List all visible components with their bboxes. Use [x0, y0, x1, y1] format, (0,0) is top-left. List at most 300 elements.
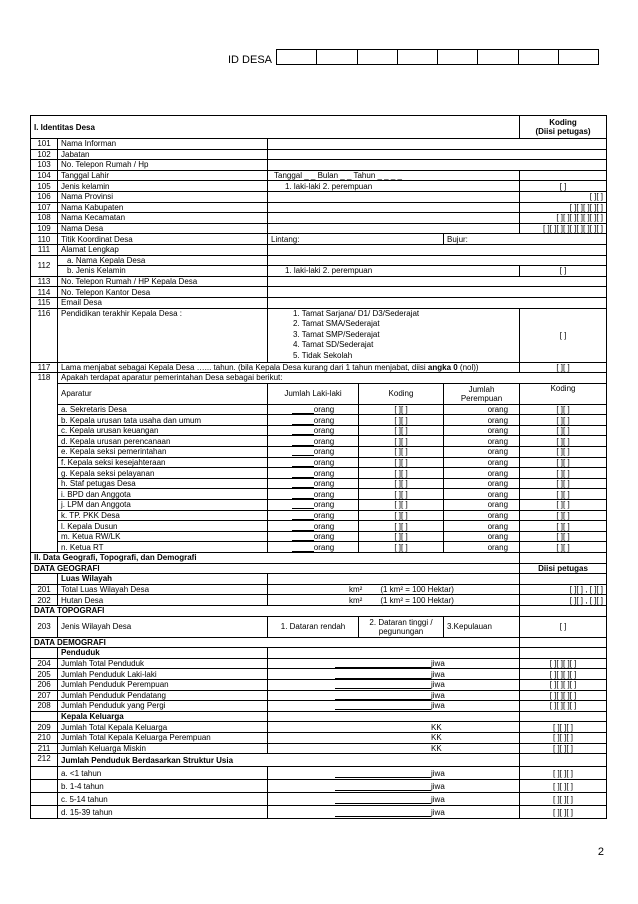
jumlah-perempuan-field[interactable] — [444, 478, 520, 489]
row-value-text: Tanggal _ _ Bulan _ _ Tahun _ _ _ _ — [274, 171, 402, 181]
blank-line — [335, 782, 431, 791]
blank-line — [335, 769, 431, 778]
row-label: No. Telepon Rumah / Hp — [58, 160, 268, 171]
row-label: Jumlah Penduduk yang Pergi — [58, 701, 268, 712]
code-boxes[interactable]: [ ] — [520, 181, 607, 192]
code-boxes[interactable]: [ ][ ] — [520, 457, 607, 468]
empty-cell — [31, 574, 58, 585]
orang-label: orang — [313, 404, 335, 414]
aparatur-label: f. Kepala seksi kesejahteraan — [58, 457, 268, 468]
jumlah-perempuan-field[interactable] — [444, 468, 520, 479]
row-number: 106 — [31, 191, 58, 202]
code-boxes[interactable]: [ ][ ] — [359, 468, 444, 479]
row-label: Jenis Wilayah Desa — [58, 616, 268, 637]
row-label: Hutan Desa — [58, 595, 268, 606]
jumlah-perempuan-field[interactable] — [444, 415, 520, 426]
col-koding-2: Koding — [520, 383, 607, 404]
jumlah-perempuan-field[interactable] — [444, 510, 520, 521]
code-boxes[interactable]: [ ][ ][ ][ ] — [520, 690, 607, 701]
orang-label: orang — [313, 426, 335, 436]
code-boxes[interactable]: [ ] — [520, 616, 607, 637]
row-number: 109 — [31, 223, 58, 234]
geografi-header: DATA GEOGRAFI — [31, 563, 520, 574]
count-field[interactable] — [268, 679, 520, 690]
usia-label: d. 15-39 tahun — [58, 806, 268, 819]
luas-field[interactable] — [268, 584, 520, 595]
jumlah-perempuan-field[interactable] — [444, 489, 520, 500]
code-boxes[interactable]: [ ][ ][ ][ ] — [520, 669, 607, 680]
usia-label: a. <1 tahun — [58, 767, 268, 780]
lintang-field[interactable]: Lintang: — [268, 234, 444, 245]
blank-line — [292, 447, 314, 456]
row-value-field[interactable] — [268, 160, 607, 171]
empty-cell — [31, 806, 58, 819]
count-field[interactable] — [268, 701, 520, 712]
empty-cell — [520, 574, 607, 585]
count-field[interactable] — [268, 732, 520, 743]
aparatur-label: i. BPD dan Anggota — [58, 489, 268, 500]
row-number: 203 — [31, 616, 58, 637]
count-field[interactable] — [268, 722, 520, 733]
code-boxes[interactable]: [ ][ ] , [ ][ ] — [520, 584, 607, 595]
row-number: 117 — [31, 362, 58, 373]
blank-line — [292, 426, 314, 435]
row-number: 208 — [31, 701, 58, 712]
row-label: Jumlah Penduduk Pendatang — [58, 690, 268, 701]
code-boxes[interactable]: [ ][ ][ ][ ][ ] — [520, 202, 607, 213]
r117-text: Lama menjabat sebagai Kepala Desa …... tahun. (bila Kepala Desa kurang dari 1 tahun menjabat, diisi — [61, 362, 428, 372]
jumlah-laki-field[interactable] — [268, 510, 359, 521]
aparatur-label: c. Kepala urusan keuangan — [58, 425, 268, 436]
row-label-text: b. Jenis Kelamin — [67, 266, 126, 276]
row-number: 108 — [31, 213, 58, 224]
option-dataran-tinggi[interactable] — [359, 616, 444, 637]
unit-label: jiwa — [431, 690, 445, 700]
jumlah-perempuan-field[interactable] — [444, 447, 520, 458]
row-label: Jumlah Penduduk Berdasarkan Struktur Usia — [58, 754, 520, 767]
row-label: Apakah terdapat aparatur pemerintahan Desa sebagai berikut: — [58, 373, 607, 384]
count-field[interactable] — [268, 743, 520, 754]
count-field[interactable] — [268, 793, 520, 806]
empty-cell — [31, 711, 58, 722]
row-number: 210 — [31, 732, 58, 743]
aparatur-label: k. TP. PKK Desa — [58, 510, 268, 521]
row-label: Nama Provinsi — [58, 191, 268, 202]
blank-line — [335, 795, 431, 804]
koding-header — [520, 116, 607, 139]
row-number: 201 — [31, 584, 58, 595]
row-label: Jumlah Total Kepala Keluarga Perempuan — [58, 732, 268, 743]
row-label — [58, 266, 268, 277]
unit-label: jiwa — [431, 669, 445, 679]
orang-label: orang — [313, 415, 335, 425]
code-boxes[interactable]: [ ][ ] — [359, 415, 444, 426]
diisi-petugas-label: (Diisi petugas) — [535, 127, 591, 136]
code-boxes[interactable] — [520, 170, 607, 181]
empty-cell — [520, 605, 607, 616]
jumlah-laki-field[interactable] — [268, 436, 359, 447]
code-boxes[interactable]: [ ][ ] — [359, 500, 444, 511]
count-field[interactable] — [268, 669, 520, 680]
orang-label: orang — [313, 532, 335, 542]
page-number: 2 — [597, 846, 604, 858]
code-boxes[interactable]: [ ][ ] , [ ][ ] — [520, 595, 607, 606]
jumlah-laki-field[interactable] — [268, 500, 359, 511]
blank-line — [292, 458, 314, 467]
count-field[interactable] — [268, 806, 520, 819]
empty-cell — [520, 711, 607, 722]
topografi-header: DATA TOPOGRAFI — [31, 605, 520, 616]
orang-label: orang — [313, 457, 335, 467]
blank-line — [335, 808, 431, 817]
count-field[interactable] — [268, 780, 520, 793]
orang-label: orang — [313, 436, 335, 446]
code-boxes[interactable]: [ ][ ][ ] — [520, 767, 607, 780]
jumlah-laki-field[interactable] — [268, 531, 359, 542]
jumlah-perempuan-field[interactable] — [444, 531, 520, 542]
education-options[interactable] — [268, 308, 520, 362]
row-number: 211 — [31, 743, 58, 754]
orang-label: orang — [487, 542, 509, 552]
row-value-field[interactable] — [268, 255, 607, 266]
empty-cell — [268, 574, 520, 585]
blank-line — [292, 511, 314, 520]
jumlah-perempuan-field[interactable] — [444, 425, 520, 436]
empty-cell — [520, 648, 607, 659]
jumlah-laki-field[interactable] — [268, 478, 359, 489]
row-value-field[interactable] — [268, 297, 607, 308]
row-label: Nama Informan — [58, 139, 268, 150]
row-value-field[interactable] — [268, 266, 520, 277]
row-number: 112 — [31, 255, 58, 276]
code-boxes[interactable]: [ ][ ] — [520, 425, 607, 436]
unit-label: jiwa — [431, 680, 445, 690]
luas-wilayah-label: Luas Wilayah — [58, 574, 268, 585]
row-number: 118 — [31, 373, 58, 553]
luas-field[interactable] — [268, 595, 520, 606]
blank-line — [292, 490, 314, 499]
option-kepulauan[interactable]: 3.Kepulauan — [444, 616, 520, 637]
blank-line — [335, 680, 431, 689]
kk-unit: KK — [431, 733, 442, 743]
jumlah-laki-field[interactable] — [268, 415, 359, 426]
orang-label: orang — [313, 489, 335, 499]
orang-label: orang — [313, 447, 335, 457]
row-label: Nama Desa — [58, 223, 268, 234]
code-boxes[interactable]: [ ][ ] — [520, 510, 607, 521]
orang-label: orang — [487, 532, 509, 542]
row-label: No. Telepon Rumah / HP Kepala Desa — [58, 276, 268, 287]
unit-label: jiwa — [431, 768, 445, 778]
code-boxes[interactable]: [ ][ ] — [520, 478, 607, 489]
empty-cell — [520, 553, 607, 564]
education-option: 2. Tamat SMA/Sederajat — [293, 319, 380, 329]
questionnaire-table — [30, 115, 607, 819]
education-option: 5. Tidak Sekolah — [293, 350, 353, 360]
code-boxes[interactable]: [ ][ ] — [359, 521, 444, 532]
code-boxes[interactable]: [ ][ ][ ] — [520, 743, 607, 754]
code-boxes[interactable]: [ ][ ] — [520, 542, 607, 553]
blank-line — [292, 405, 314, 414]
r117-text-end: (nol)) — [457, 362, 479, 372]
code-boxes[interactable]: [ ][ ] — [359, 447, 444, 458]
code-boxes[interactable]: [ ][ ] — [359, 436, 444, 447]
orang-label: orang — [487, 457, 509, 467]
empty-cell — [31, 793, 58, 806]
aparatur-label: m. Ketua RW/LK — [58, 531, 268, 542]
row-value-field[interactable] — [268, 244, 607, 255]
blank-line — [335, 691, 431, 700]
jumlah-perempuan-field[interactable] — [444, 404, 520, 415]
col-jumlah-perempuan — [444, 383, 520, 404]
jumlah-perempuan-field[interactable] — [444, 542, 520, 553]
row-number: 209 — [31, 722, 58, 733]
education-option: 4. Tamat SD/Sederajat — [293, 340, 374, 350]
koding-label: Koding — [549, 118, 577, 127]
jumlah-laki-field[interactable] — [268, 521, 359, 532]
kk-unit: KK — [431, 743, 442, 753]
aparatur-label: l. Kepala Dusun — [58, 521, 268, 532]
blank-line — [292, 500, 314, 509]
row-label: Email Desa — [58, 297, 268, 308]
blank-line — [292, 479, 314, 488]
count-field[interactable] — [268, 767, 520, 780]
demografi-header: DATA DEMOGRAFI — [31, 637, 520, 648]
code-boxes[interactable]: [ ][ ] — [520, 415, 607, 426]
aparatur-label: g. Kepala seksi pelayanan — [58, 468, 268, 479]
jumlah-laki-field[interactable] — [268, 447, 359, 458]
row-value-field[interactable] — [268, 213, 520, 224]
code-boxes[interactable]: [ ] — [520, 266, 607, 277]
orang-label: orang — [487, 447, 509, 457]
code-boxes[interactable]: [ ][ ] — [359, 489, 444, 500]
usia-label: b. 1-4 tahun — [58, 780, 268, 793]
unit-label: jiwa — [431, 701, 445, 711]
empty-cell — [268, 711, 520, 722]
row-number: 107 — [31, 202, 58, 213]
orang-label: orang — [313, 542, 335, 552]
code-boxes[interactable]: [ ][ ] — [359, 531, 444, 542]
blank-line — [292, 469, 314, 478]
jumlah-laki-field[interactable] — [268, 468, 359, 479]
row-label: Alamat Lengkap — [58, 244, 268, 255]
diisi-petugas-header: Diisi petugas — [520, 563, 607, 574]
aparatur-label: n. Ketua RT — [58, 542, 268, 553]
row-label: Jumlah Penduduk Perempuan — [58, 679, 268, 690]
row-number: 114 — [31, 287, 58, 298]
row-number: 202 — [31, 595, 58, 606]
row-number: 111 — [31, 244, 58, 255]
empty-cell — [520, 637, 607, 648]
row-value-field[interactable] — [268, 149, 607, 160]
id-desa-boxes[interactable] — [276, 49, 599, 65]
id-desa-label: ID DESA — [228, 54, 273, 66]
blank-line — [292, 532, 314, 541]
row-label — [58, 362, 520, 373]
orang-label: orang — [487, 426, 509, 436]
orang-label: orang — [487, 500, 509, 510]
option-dataran-rendah[interactable]: 1. Dataran rendah — [268, 616, 359, 637]
orang-label: orang — [487, 521, 509, 531]
code-boxes[interactable]: [ ][ ] — [520, 436, 607, 447]
section-2-title: II. Data Geografi, Topografi, dan Demografi — [31, 553, 520, 564]
col-koding: Koding — [359, 383, 444, 404]
unit-label: jiwa — [431, 807, 445, 817]
code-boxes[interactable]: [ ][ ] — [359, 404, 444, 415]
code-boxes[interactable]: [ ][ ] — [359, 542, 444, 553]
orang-label: orang — [313, 510, 335, 520]
code-boxes[interactable]: [ ][ ][ ] — [520, 780, 607, 793]
code-boxes[interactable]: [ ][ ][ ][ ][ ][ ][ ][ ][ ] — [520, 223, 607, 234]
orang-label: orang — [487, 510, 509, 520]
jumlah-laki-field[interactable] — [268, 457, 359, 468]
count-field[interactable] — [268, 690, 520, 701]
row-number: 103 — [31, 160, 58, 171]
aparatur-label: e. Kepala seksi pemerintahan — [58, 447, 268, 458]
unit-label: jiwa — [431, 659, 445, 669]
unit-label: jiwa — [431, 781, 445, 791]
row-number: 205 — [31, 669, 58, 680]
code-boxes[interactable]: [ ][ ] — [520, 404, 607, 415]
km-conversion: (1 km² = 100 Hektar) — [380, 585, 454, 595]
row-value-field[interactable] — [268, 202, 520, 213]
row-label: Nama Kabupaten — [58, 202, 268, 213]
bujur-field[interactable]: Bujur: — [444, 234, 607, 245]
code-boxes[interactable]: [ ][ ] — [520, 468, 607, 479]
code-boxes[interactable]: [ ] — [520, 308, 607, 362]
jumlah-perempuan-field[interactable] — [444, 457, 520, 468]
col-aparatur: Aparatur — [58, 383, 268, 404]
blank-line — [335, 670, 431, 679]
blank-line — [292, 416, 314, 425]
code-boxes[interactable]: [ ][ ] — [359, 457, 444, 468]
empty-cell — [520, 754, 607, 767]
code-boxes[interactable]: [ ][ ][ ] — [520, 722, 607, 733]
row-value-field[interactable] — [268, 181, 520, 192]
code-boxes[interactable]: [ ][ ] — [520, 500, 607, 511]
row-label: Jumlah Total Kepala Keluarga — [58, 722, 268, 733]
jumlah-perempuan-field[interactable] — [444, 521, 520, 532]
section-1-title: I. Identitas Desa — [31, 116, 520, 139]
row-label: Jumlah Penduduk Laki-laki — [58, 669, 268, 680]
row-value-text: 1. laki-laki 2. perempuan — [285, 266, 373, 276]
aparatur-label: d. Kepala urusan perencanaan — [58, 436, 268, 447]
empty-cell — [31, 780, 58, 793]
blank-line — [292, 522, 314, 531]
orang-label: orang — [487, 479, 509, 489]
row-number: 212 — [31, 754, 58, 767]
row-label: Jumlah Total Penduduk — [58, 658, 268, 669]
row-label: No. Telepon Kantor Desa — [58, 287, 268, 298]
code-boxes[interactable]: [ ][ ][ ] — [520, 806, 607, 819]
row-label: Nama Kecamatan — [58, 213, 268, 224]
row-value-field[interactable] — [268, 191, 520, 202]
code-boxes[interactable]: [ ][ ] — [520, 362, 607, 373]
empty-cell — [31, 648, 58, 659]
blank-line — [335, 701, 431, 710]
empty-cell — [268, 648, 520, 659]
code-boxes[interactable]: [ ][ ][ ][ ] — [520, 658, 607, 669]
aparatur-label: b. Kepala urusan tata usaha dan umum — [58, 415, 268, 426]
km-conversion: (1 km² = 100 Hektar) — [380, 595, 454, 605]
row-label: Pendidikan terakhir Kepala Desa : — [58, 308, 268, 362]
row-number: 116 — [31, 308, 58, 362]
col-jumlah-laki: Jumlah Laki-laki — [268, 383, 359, 404]
blank-line — [335, 659, 431, 668]
row-number: 102 — [31, 149, 58, 160]
km-unit: km² — [349, 595, 363, 605]
orang-label: orang — [487, 436, 509, 446]
orang-label: orang — [487, 489, 509, 499]
row-number: 105 — [31, 181, 58, 192]
education-option: 3. Tamat SMP/Sederajat — [293, 329, 380, 339]
orang-label: orang — [313, 468, 335, 478]
row-value-field[interactable] — [268, 276, 607, 287]
row-label: Total Luas Wilayah Desa — [58, 584, 268, 595]
row-number: 110 — [31, 234, 58, 245]
aparatur-label: a. Sekretaris Desa — [58, 404, 268, 415]
row-label: Tanggal Lahir — [58, 170, 268, 181]
unit-label: jiwa — [431, 794, 445, 804]
orang-label: orang — [313, 521, 335, 531]
row-label: Jabatan — [58, 149, 268, 160]
kk-unit: KK — [431, 722, 442, 732]
jumlah-perempuan-field[interactable] — [444, 436, 520, 447]
code-boxes[interactable]: [ ][ ] — [359, 425, 444, 436]
code-boxes[interactable]: [ ][ ] — [520, 447, 607, 458]
row-value-field[interactable] — [268, 139, 607, 150]
code-boxes[interactable]: [ ][ ][ ][ ] — [520, 679, 607, 690]
row-value-field[interactable] — [268, 287, 607, 298]
row-number: 101 — [31, 139, 58, 150]
code-boxes[interactable]: [ ][ ] — [520, 521, 607, 532]
row-number: 204 — [31, 658, 58, 669]
row-number: 115 — [31, 297, 58, 308]
code-boxes[interactable]: [ ][ ] — [359, 478, 444, 489]
km-unit: km² — [349, 585, 363, 595]
jumlah-laki-field[interactable] — [268, 542, 359, 553]
code-boxes[interactable]: [ ][ ][ ] — [520, 732, 607, 743]
jumlah-laki-field[interactable] — [268, 425, 359, 436]
code-boxes[interactable]: [ ][ ][ ][ ] — [520, 701, 607, 712]
row-value-text: 1. laki-laki 2. perempuan — [285, 181, 373, 191]
row-value-field[interactable] — [268, 170, 520, 181]
code-boxes[interactable]: [ ][ ][ ] — [520, 793, 607, 806]
jumlah-perempuan-field[interactable] — [444, 500, 520, 511]
count-field[interactable] — [268, 658, 520, 669]
orang-label: orang — [487, 415, 509, 425]
row-number: 206 — [31, 679, 58, 690]
code-boxes[interactable]: [ ][ ] — [520, 191, 607, 202]
row-label: Jumlah Keluarga Miskin — [58, 743, 268, 754]
penduduk-label: Penduduk — [58, 648, 268, 659]
orang-label: orang — [313, 500, 335, 510]
blank-line — [292, 437, 314, 446]
row-label-text: a. Nama Kepala Desa — [67, 255, 146, 265]
empty-cell — [31, 767, 58, 780]
jumlah-laki-field[interactable] — [268, 489, 359, 500]
row-value-field[interactable] — [268, 223, 520, 234]
code-boxes[interactable]: [ ][ ] — [359, 510, 444, 521]
blank-line — [292, 543, 314, 552]
kepala-keluarga-label: Kepala Keluarga — [58, 711, 268, 722]
code-boxes[interactable]: [ ][ ] — [520, 489, 607, 500]
code-boxes[interactable]: [ ][ ] — [520, 531, 607, 542]
code-boxes[interactable]: [ ][ ][ ][ ][ ][ ][ ] — [520, 213, 607, 224]
r117-bold: angka 0 — [427, 362, 458, 372]
jumlah-laki-field[interactable] — [268, 404, 359, 415]
row-label — [58, 255, 268, 266]
